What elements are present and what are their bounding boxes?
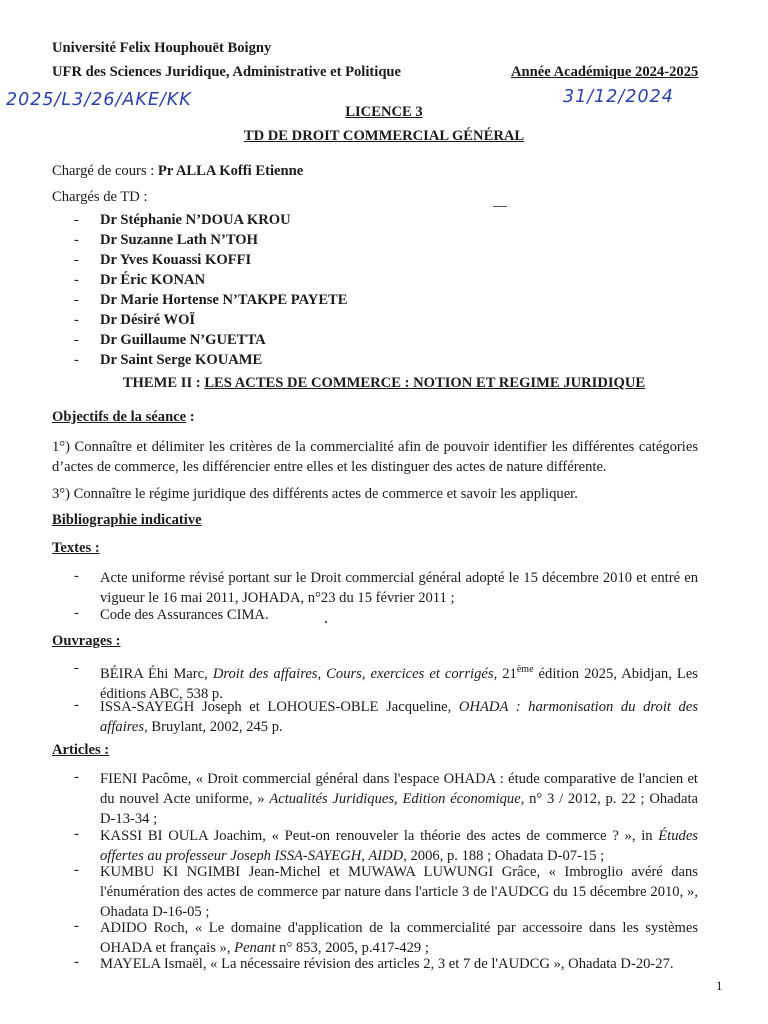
list-dash: - [74,332,79,348]
td-item: Dr Guillaume N’GUETTA [100,332,266,348]
list-dash: - [74,212,79,228]
lecturer-name: Pr ALLA Koffi Etienne [157,163,304,179]
text-item: Acte uniforme révisé portant sur le Droit commercial général adopté le 15 décembre 2010 et entré en vigueur le 16 mai 2011, JOHADA, n°23 du 15 février 2011 ; [100,570,698,606]
list-dash: - [74,769,79,785]
objectives-heading [52,409,195,426]
book-title: Droit des affaires, Cours, exercices et corrigés [212,665,494,682]
texts-heading: Textes : [52,540,100,556]
article-journal: Penant [234,940,276,956]
td-item: Dr Saint Serge KOUAME [100,352,263,368]
level-title: LICENCE 3 [345,104,423,120]
theme-name: LES ACTES DE COMMERCE : NOTION ET REGIME JURIDIQUE [204,375,646,391]
list-dash: - [74,252,79,268]
handwritten-reference: 2025/L3/26/AKE/KK [6,90,192,110]
td-item: Dr Stéphanie N’DOUA KROU [100,212,291,228]
td-label: Chargés de TD : [52,189,148,205]
td-item: Dr Marie Hortense N’TAKPE PAYETE [100,292,348,308]
list-dash: - [74,697,79,713]
list-dash: - [74,862,79,878]
list-dash: - [74,826,79,842]
td-item: Dr Éric KONAN [100,272,206,288]
article-text: ADIDO Roch, « Le domaine d'application de la commercialité par accessoire dans les systèmes OHADA et français », [100,920,698,956]
td-item: Dr Yves Kouassi KOFFI [100,252,252,268]
article-journal: Études offertes au professeur Joseph ISSA-SAYEGH, AIDD [100,828,698,864]
objective-paragraph: 3°) Connaître le régime juridique des différents actes de commerce et savoir les appliquer. [52,486,578,502]
article-text: MAYELA Ismaël, « La nécessaire révision des articles 2, 3 et 7 de l'AUDCG », Ohadata D-20-27. [100,956,674,972]
article-ref: , n° 3 / 2012, p. 22 ; Ohadata D-13-34 ; [100,791,698,827]
objectives-heading-text: Objectifs de la séance [52,409,187,425]
university-name: Université Felix Houphouët Boigny [52,40,272,56]
scan-mark [493,206,507,207]
article-ref: n° 853, 2005, p.417-429 ; [275,940,429,956]
objectives-heading-suffix: : [186,409,195,425]
article-journal: Actualités Juridiques, Edition économique [269,791,521,807]
list-dash: - [74,232,79,248]
course-title: TD DE DROIT COMMERCIAL GÉNÉRAL [243,128,525,144]
td-item: Dr Suzanne Lath N’TOH [100,232,258,248]
list-dash: - [74,605,79,621]
list-dash: - [74,918,79,934]
ufr-name: UFR des Sciences Juridique, Administrative et Politique [52,64,402,80]
book-author: BÉIRA Éhi Marc, [100,665,213,682]
academic-year: Année Académique 2024-2025 [511,64,699,80]
book-edition: , 21 [493,665,517,682]
articles-heading: Articles : [52,742,110,758]
article-text: KUMBU KI NGIMBI Jean-Michel et MUWAWA LUWUNGI Grâce, « Imbroglio avéré dans l'énumération des actes de commerce par nature dans l'article 3 de l'AUDCG du 15 décembre 2010, », Ohadata D-16-05 ; [100,864,698,920]
list-dash: - [74,568,79,584]
book-item [100,697,698,737]
article-item [100,769,698,829]
article-item [100,918,698,958]
book-title: OHADA : harmonisation du droit des affaires [100,699,699,735]
lecturer-label: Chargé de cours : [52,163,158,179]
books-heading: Ouvrages : [52,633,121,649]
page-number: 1 [716,978,723,993]
article-text: FIENI Pacôme, « Droit commercial général dans l'espace OHADA : étude comparative de l'ancien et du nouvel Acte uniforme, » [100,771,698,807]
td-item: Dr Désiré WOÏ [100,312,196,328]
list-dash: - [74,292,79,308]
article-item [100,826,698,866]
list-dash: - [74,272,79,288]
book-publisher: édition 2025, Abidjan, Les éditions ABC, 538 p. [100,665,698,702]
book-edition-sup: ème [516,664,534,675]
objective-paragraph: 1°) Connaître et délimiter les critères de la commercialité afin de pouvoir identifier les différentes catégories d’actes de commerce, les différencier entre elles et les distinguer des actes de nature différente. [52,439,698,475]
article-text: KASSI BI OULA Joachim, « Peut-on renouveler la théorie des actes de commerce ? », in [100,828,659,844]
book-publisher: , Bruylant, 2002, 245 p. [144,719,283,735]
list-dash: - [74,312,79,328]
handwritten-date: 31/12/2024 [563,87,674,107]
bibliography-heading: Bibliographie indicative [52,512,202,528]
article-item [100,954,698,974]
scan-mark [325,621,327,623]
article-item [100,862,698,922]
theme-title [0,375,768,392]
lecturer-line [52,163,303,180]
list-dash: - [74,660,79,676]
book-author: ISSA-SAYEGH Joseph et LOHOUES-OBLE Jacqueline, [100,699,459,715]
theme-prefix: THEME II : [122,375,205,391]
article-ref: , 2006, p. 188 ; Ohadata D-07-15 ; [403,848,605,864]
list-dash: - [74,954,79,970]
text-item: Code des Assurances CIMA. [100,607,269,623]
list-dash: - [74,352,79,368]
